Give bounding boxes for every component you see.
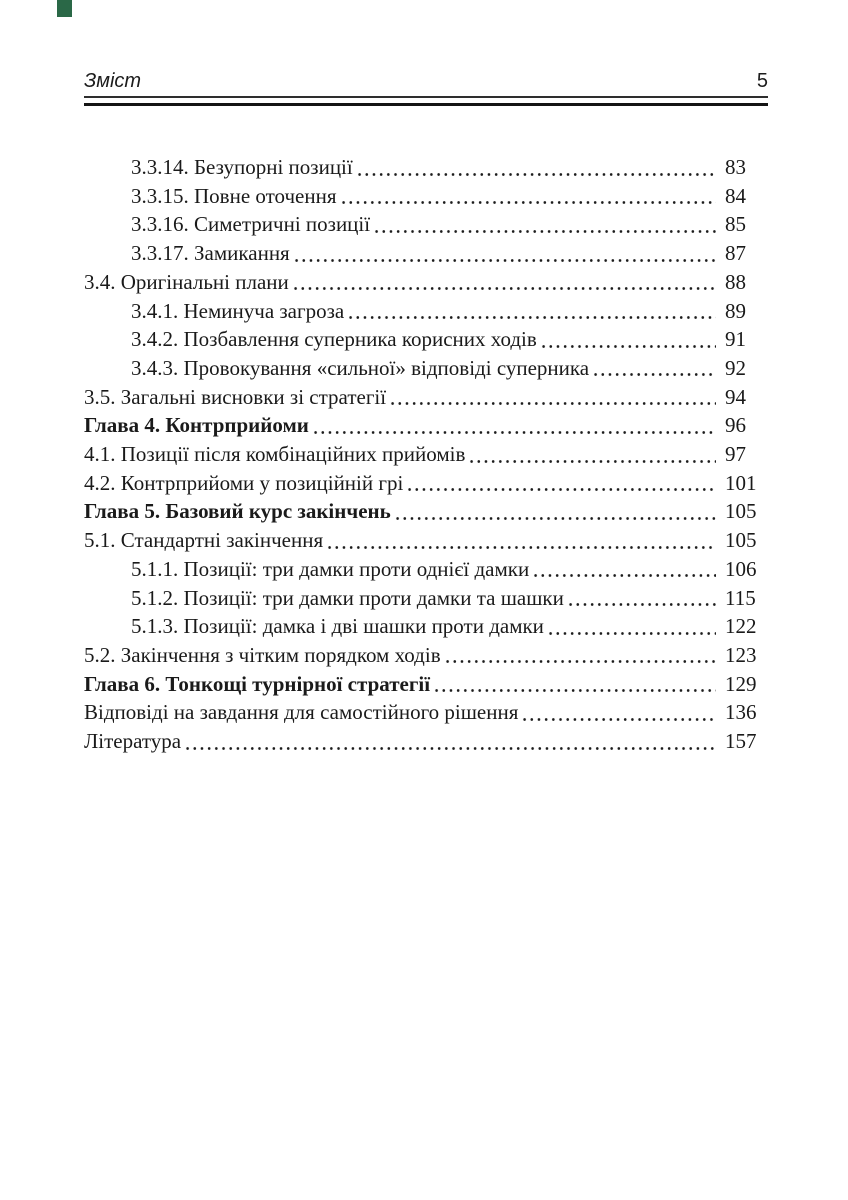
toc-entry <box>84 670 768 699</box>
toc-entry-label: 3.4.1. Неминуча загроза <box>131 298 345 323</box>
toc-entry-label: 4.2. Контрприйоми у позиційній грі <box>84 470 404 495</box>
toc-entry <box>84 612 768 641</box>
toc-entry-label: 3.4. Оригінальні плани <box>84 269 289 294</box>
toc-entry <box>84 497 768 526</box>
toc-entry <box>84 153 768 182</box>
toc-entry-label: Глава 4. Контрприйоми <box>84 413 309 438</box>
dot-leader <box>347 297 716 326</box>
toc-entry <box>84 325 768 354</box>
toc-entry-label: 3.3.16. Симетричні позиції <box>131 212 371 237</box>
toc-entry <box>84 411 768 440</box>
toc-entry <box>84 210 768 239</box>
toc-entry-label: 3.3.17. Замикання <box>131 241 290 266</box>
toc-entry-page: 101 <box>725 470 757 495</box>
dot-leader <box>521 698 716 727</box>
toc-entry-page: 85 <box>725 212 746 237</box>
toc-entry-page: 87 <box>725 241 746 266</box>
toc-entry <box>84 555 768 584</box>
toc-entry <box>84 268 768 297</box>
toc-entry-label: Література <box>84 729 182 754</box>
toc-entry <box>84 440 768 469</box>
toc-entry-page: 123 <box>725 642 757 667</box>
dot-leader <box>406 469 716 498</box>
scan-artifact-mark <box>57 0 72 17</box>
toc-entry-label: 5.2. Закінчення з чітким порядком ходів <box>84 642 441 667</box>
toc-entry-page: 115 <box>725 585 756 610</box>
header-rule-thick <box>84 103 768 106</box>
toc-entry-label: 3.3.14. Безупорні позиції <box>131 155 353 179</box>
dot-leader <box>293 239 716 268</box>
toc-entry-label: 5.1. Стандартні закінчення <box>84 528 324 553</box>
dot-leader <box>532 555 716 584</box>
toc-entry <box>84 727 768 756</box>
dot-leader <box>326 526 716 555</box>
page-content <box>84 70 768 756</box>
toc-entry-page: 105 <box>725 499 757 524</box>
dot-leader <box>292 268 716 297</box>
dot-leader <box>356 153 716 182</box>
toc-entry-label: 4.1. Позиції після комбінаційних прийомів <box>84 442 466 467</box>
page-number: 5 <box>756 70 768 92</box>
dot-leader <box>394 497 716 526</box>
toc-entry-label: 3.5. Загальні висновки зі стратегії <box>84 384 387 409</box>
toc-entry-page: 89 <box>725 298 746 323</box>
toc-entry-page: 88 <box>725 269 746 294</box>
toc-entry <box>84 469 768 498</box>
toc-entry-label: Глава 6. Тонкощі турнірної стратегії <box>84 671 431 696</box>
toc-entry-page: 91 <box>725 327 746 352</box>
toc-entry <box>84 698 768 727</box>
toc-entry <box>84 354 768 383</box>
page-title: Зміст <box>84 70 142 92</box>
dot-leader <box>547 612 716 641</box>
dot-leader <box>468 440 716 469</box>
toc-entry-label: 5.1.1. Позиції: три дамки проти однієї дамки <box>131 556 530 581</box>
toc-entry-page: 129 <box>725 671 757 696</box>
toc-entry-label: 3.4.2. Позбавлення суперника корисних ходів <box>131 327 537 352</box>
toc-entry-label: Глава 5. Базовий курс закінчень <box>84 499 391 524</box>
toc-entry-page: 94 <box>725 384 746 409</box>
toc-entry <box>84 584 768 613</box>
toc-entry-page: 96 <box>725 413 746 438</box>
toc-entry <box>84 182 768 211</box>
header-rule-thin <box>84 96 768 98</box>
dot-leader <box>444 641 716 670</box>
toc-entry-page: 105 <box>725 528 757 553</box>
toc-entry <box>84 641 768 670</box>
dot-leader <box>340 182 717 211</box>
toc-entry-page: 106 <box>725 556 757 581</box>
toc-entry <box>84 239 768 268</box>
toc-entry-label: 3.4.3. Провокування «сильної» відповіді суперника <box>131 355 590 380</box>
toc-entry-page: 83 <box>725 155 746 179</box>
toc-entry-page: 84 <box>725 183 746 208</box>
toc-entry-page: 122 <box>725 614 757 639</box>
toc-entry-label: Відповіді на завдання для самостійного рішення <box>84 700 519 725</box>
toc-entry-label: 3.3.15. Повне оточення <box>131 183 337 208</box>
running-header <box>84 70 768 93</box>
toc-entry-page: 97 <box>725 442 746 467</box>
toc-entry <box>84 297 768 326</box>
dot-leader <box>540 325 716 354</box>
toc-entry <box>84 383 768 412</box>
toc-entry-label: 5.1.2. Позиції: три дамки проти дамки та шашки <box>131 585 564 610</box>
table-of-contents <box>84 153 768 756</box>
toc-entry <box>84 526 768 555</box>
toc-entry-page: 136 <box>725 700 757 725</box>
toc-entry-label: 5.1.3. Позиції: дамка і дві шашки проти дамки <box>131 614 544 639</box>
dot-leader <box>184 727 716 756</box>
dot-leader <box>373 210 716 239</box>
dot-leader <box>592 354 716 383</box>
dot-leader <box>567 584 716 613</box>
toc-entry-page: 157 <box>725 729 757 754</box>
dot-leader <box>433 670 716 699</box>
dot-leader <box>389 383 716 412</box>
dot-leader <box>312 411 716 440</box>
toc-entry-page: 92 <box>725 355 746 380</box>
